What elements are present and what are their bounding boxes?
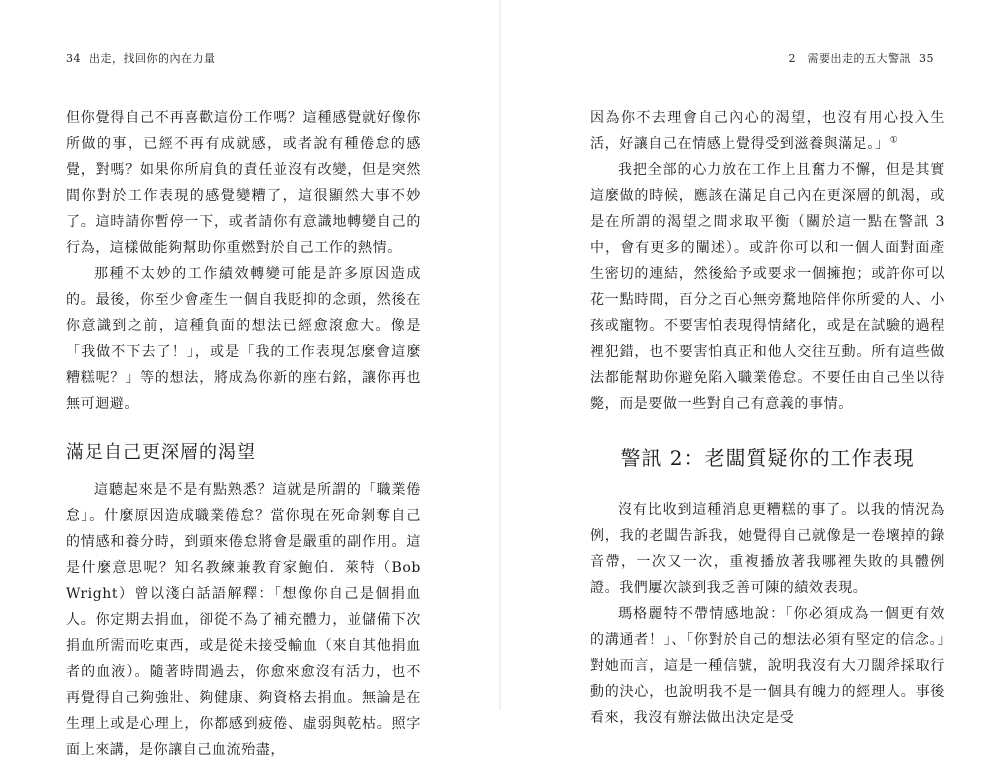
left-section-heading: 滿足自己更深層的渴望: [66, 442, 256, 463]
right-paragraph-3: 瑪格麗特不帶情感地說：「你必須成為一個更有效的溝通者！」、「你對於自己的想法必須有堅定的信念。」對她而言，這是一種信號，說明我沒有大刀闊斧採取行動的決心，也說明我不是一個具有魄力的經理人。事後看來，我沒有辦法做出決定是受: [590, 606, 945, 726]
right-paragraph-2: 沒有比收到這種消息更糟糕的事了。以我的情況為例，我的老闆告訴我，她覺得自己就像是一卷壞掉的錄音帶，一次又一次，重複播放著我哪裡失敗的具體例證。我們屢次談到我乏善可陳的績效表現。: [590, 502, 945, 596]
left-paragraph-3: 這聽起來是不是有點熟悉？這就是所謂的「職業倦怠」。什麼原因造成職業倦怠？當你現在死命剝奪自己的情感和養分時，到頭來倦怠將會是嚴重的副作用。這是什麼意思呢？知名教練兼教育家鮑伯．萊特（Bob Wright）曾以淺白話語解釋：「想像你自己是個捐血人。你定期去捐血，卻從不為了補充體力，並儲備下次捐血所需而吃東西，或是從未接受輸血（來自其他捐血者的血液）。隨著時間過去，你愈來愈沒有活力，也不再覺得自己夠強壯、夠健康、夠資格去捐血。無論是在生理上或是心理上，你都感到疲倦、虛弱與乾枯。照字面上來講，是你讓自己血流殆盡，: [66, 482, 421, 758]
left-paragraph-2: 那種不太妙的工作績效轉變可能是許多原因造成的。最後，你至少會產生一個自我貶抑的念頭，然後在你意識到之前，這種負面的想法已經愈滾愈大。像是「我做不下去了！」，或是「我的工作表現怎麼會這麼糟糕呢？」等的想法，將成為你新的座右銘，讓你再也無可迴避。: [66, 266, 421, 412]
footnote-marker: ①: [889, 135, 899, 146]
right-page: [500, 0, 1000, 726]
right-body-text: [590, 105, 945, 731]
right-running-head: [781, 50, 935, 66]
right-paragraph-1: 我把全部的心力放在工作上且奮力不懈，但是其實這麼做的時候，應該在滿足自己內在更深層的飢渴，或是在所謂的渴望之間求取平衡（關於這一點在警訊 3 中，會有更多的闡述）。或許你可以和一個人面對面產生密切的連結，然後給予或要求一個擁抱；或許你可以花一點時間，百分之百心無旁騖地陪伴你所愛的人、小孩或寵物。不要害怕表現得情緒化，或是在試驗的過程裡犯錯，也不要害怕真正和他人交往互動。所有這些做法都能幫助你避免陷入職業倦怠。不要任由自己坐以待斃，而是要做一些對自己有意義的事情。: [590, 162, 945, 412]
left-body-text: [66, 105, 421, 763]
left-page-number: 34: [66, 52, 81, 65]
right-section-heading: 警訊 2：老闆質疑你的工作表現: [620, 446, 915, 470]
right-continuation-paragraph: [590, 105, 945, 157]
right-running-title: 2 需要出走的五大警訊: [788, 52, 911, 65]
right-page-number: 35: [919, 52, 934, 65]
left-paragraph-1: 但你覺得自己不再喜歡這份工作嗎？這種感覺就好像你所做的事，已經不再有成就感，或者說有種倦怠的感覺，對嗎？如果你所肩負的責任並沒有改變，但是突然間你對於工作表現的感覺變糟了，這很顯然大事不妙了。這時請你暫停一下，或者請你有意識地轉變自己的行為，這樣做能夠幫助你重燃對於自己工作的熱情。: [66, 110, 421, 256]
left-page: [0, 0, 500, 758]
left-running-title: 出走，找回你的內在力量: [89, 52, 216, 65]
right-continuation-text: 因為你不去理會自己內心的渴望，也沒有用心投入生活，好讓自己在情感上覺得受到滋養與滿足。」: [590, 110, 945, 152]
left-running-head: [66, 50, 224, 66]
